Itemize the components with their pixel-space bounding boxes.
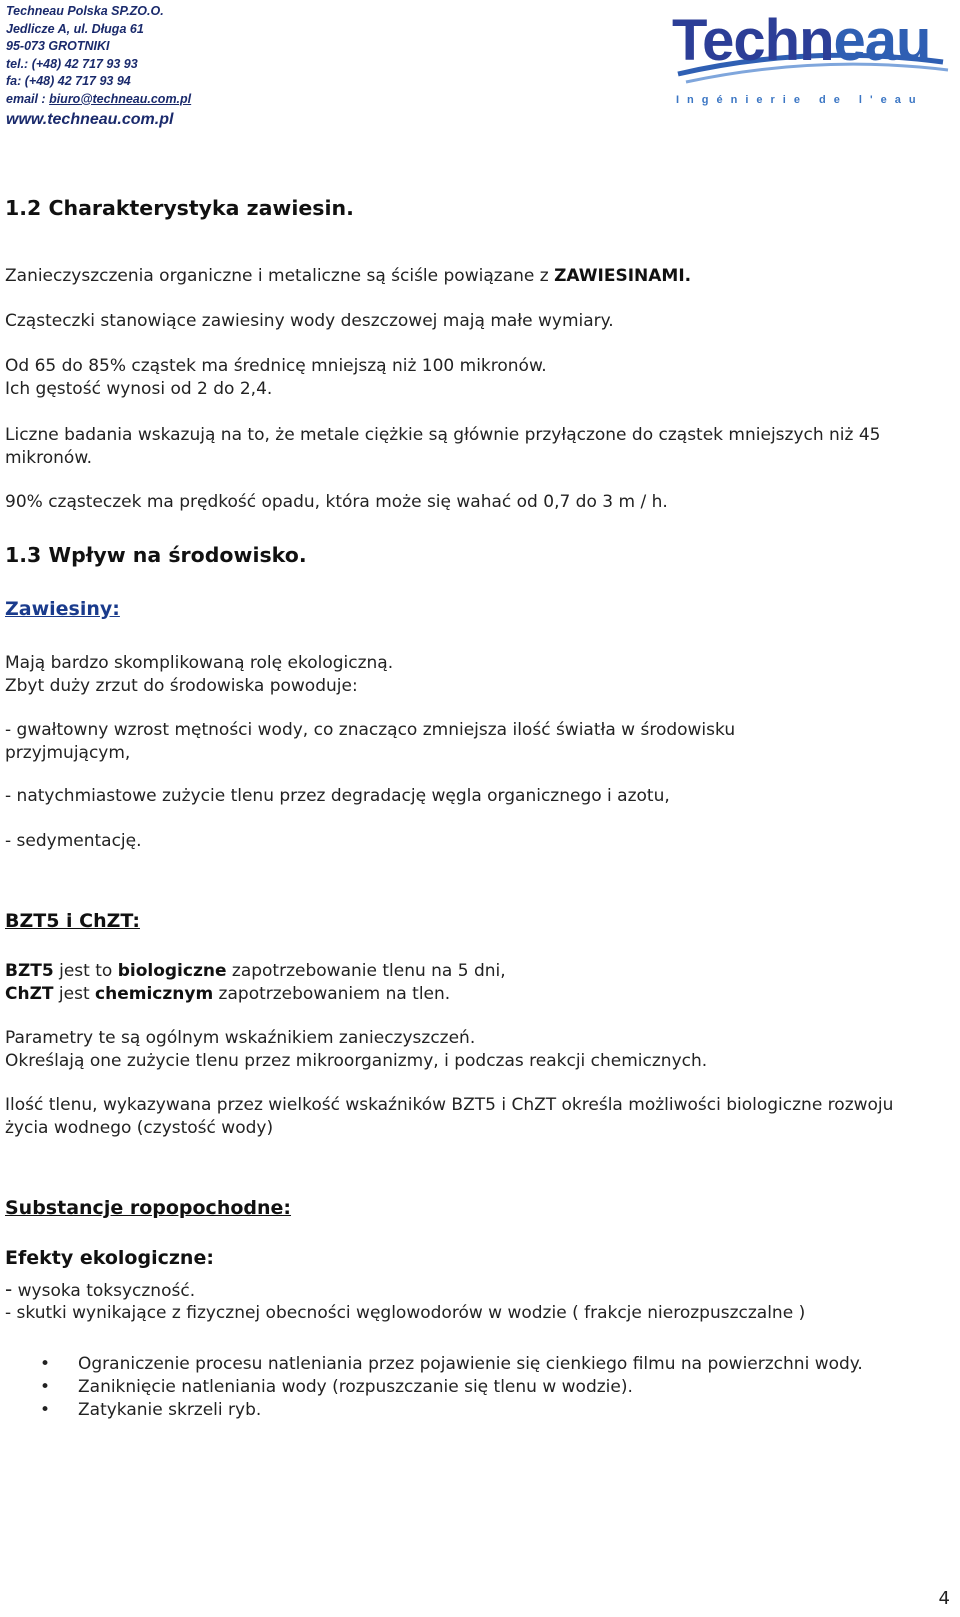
bold-chzt: ChZT <box>5 984 54 1004</box>
list-item <box>40 1376 633 1399</box>
paragraph-zanieczyszczenia <box>5 265 691 288</box>
text-bzt5-a: jest to <box>53 961 118 981</box>
list-item <box>40 1353 863 1376</box>
paragraph-bold: ZAWIESINAMI. <box>554 266 692 286</box>
text-toksycznosc: wysoka toksyczność. <box>12 1281 196 1301</box>
techneau-logo <box>668 4 953 112</box>
email-link[interactable]: biuro@techneau.com.pl <box>49 91 192 106</box>
paragraph-tlen: - natychmiastowe zużycie tlenu przez degradację węgla organicznego i azotu, <box>5 786 670 806</box>
paragraph-metale: Liczne badania wskazują na to, że metale ciężkie są głównie przyłączone do cząstek mniejszych niż 45 mikronów. <box>5 425 881 468</box>
ropopochodne-heading: Substancje ropopochodne: <box>5 1197 292 1219</box>
company-fax: fa: (+48) 42 717 93 94 <box>6 74 131 88</box>
paragraph-predkosc: 90% cząsteczek ma prędkość opadu, która może się wahać od 0,7 do 3 m / h. <box>5 492 668 512</box>
company-phone: tel.: (+48) 42 717 93 93 <box>6 56 138 71</box>
company-website-link[interactable]: www.techneau.com.pl <box>6 111 174 128</box>
paragraph-gestosc: Ich gęstość wynosi od 2 do 2,4. <box>5 379 273 399</box>
paragraph-zrzut: Zbyt duży zrzut do środowiska powoduje: <box>5 676 358 696</box>
paragraph-czasteczki: Cząsteczki stanowiące zawiesiny wody deszczowej mają małe wymiary. <box>5 311 614 331</box>
efekty-heading: Efekty ekologiczne: <box>5 1247 214 1269</box>
bzt-heading: BZT5 i ChZT: <box>5 910 140 932</box>
paragraph-sedymentacja: - sedymentację. <box>5 831 142 851</box>
bold-chemicznym: chemicznym <box>95 984 214 1004</box>
list-item <box>40 1399 261 1422</box>
bullet-icon: • <box>40 1354 51 1374</box>
list-item-text: Ograniczenie procesu natleniania przez pojawienie się cienkiego filmu na powierzchni wody. <box>78 1354 863 1374</box>
paragraph-toksycznosc <box>5 1278 195 1303</box>
paragraph-skutki: - skutki wynikające z fizycznej obecności węglowodorów w wodzie ( frakcje nierozpuszczalne ) <box>5 1303 806 1323</box>
logo-tagline: Ingénierie de l'eau <box>676 94 924 106</box>
paragraph-okreslaja: Określają one zużycie tlenu przez mikroorganizmy, i podczas reakcji chemicznych. <box>5 1051 708 1071</box>
paragraph-metnosc: - gwałtowny wzrost mętności wody, co znacząco zmniejsza ilość światła w środowisku przyjmującym, <box>5 720 736 763</box>
company-info <box>6 3 191 132</box>
section-heading-1-3: 1.3 Wpływ na środowisko. <box>5 543 307 567</box>
text-chzt-a: jest <box>53 984 96 1004</box>
list-item-text: Zaniknięcie natleniania wody (rozpuszczanie się tlenu w wodzie). <box>78 1377 633 1397</box>
page-number: 4 <box>938 1588 950 1609</box>
bullet-icon: • <box>40 1400 51 1420</box>
bold-biologiczne: biologiczne <box>117 961 227 981</box>
logo-word-accent: eau <box>833 8 931 73</box>
paragraph-srednica: Od 65 do 85% cząstek ma średnicę mniejszą niż 100 mikronów. <box>5 356 547 376</box>
paragraph-ilosc-tlenu: Ilość tlenu, wykazywana przez wielkość wskaźników BZT5 i ChZT określa możliwości biologiczne rozwoju życia wodnego (czystość wody) <box>5 1095 894 1138</box>
dash: - <box>5 1277 13 1301</box>
paragraph-text: Zanieczyszczenia organiczne i metaliczne są ściśle powiązane z <box>5 266 555 286</box>
zawiesiny-heading: Zawiesiny: <box>5 598 120 620</box>
company-address-line1: Jedlicze A, ul. Długa 61 <box>6 21 144 36</box>
paragraph-parametry: Parametry te są ogólnym wskaźnikiem zanieczyszczeń. <box>5 1028 476 1048</box>
email-label: email : <box>6 91 50 106</box>
company-email-row <box>6 91 191 109</box>
logo-word-main: Techn <box>672 8 834 73</box>
bullet-icon: • <box>40 1377 51 1397</box>
paragraph-rola: Mają bardzo skomplikowaną rolę ekologiczną. <box>5 653 394 673</box>
text-chzt-b: zapotrzebowaniem na tlen. <box>213 984 451 1004</box>
paragraph-chzt <box>5 983 450 1006</box>
section-heading-1-2: 1.2 Charakterystyka zawiesin. <box>5 196 354 220</box>
paragraph-bzt5 <box>5 960 506 983</box>
bold-bzt5: BZT5 <box>5 961 54 981</box>
text-bzt5-b: zapotrzebowanie tlenu na 5 dni, <box>226 961 506 981</box>
logo-wordmark <box>672 6 930 76</box>
company-name: Techneau Polska SP.ZO.O. <box>6 4 164 18</box>
company-address-line2: 95-073 GROTNIKI <box>6 39 110 53</box>
list-item-text: Zatykanie skrzeli ryb. <box>78 1400 262 1420</box>
